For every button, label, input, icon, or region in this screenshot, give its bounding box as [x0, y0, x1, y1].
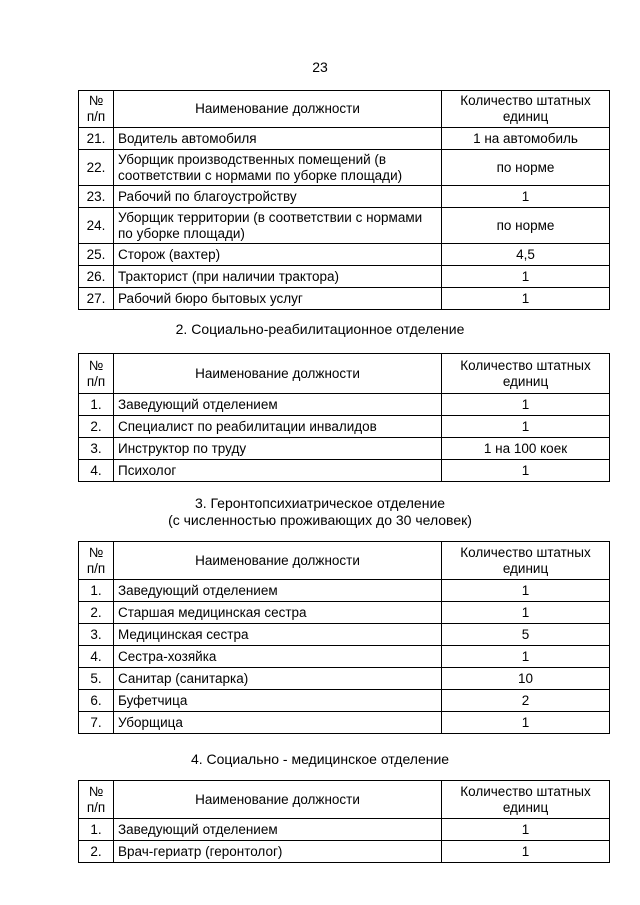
table-row — [79, 128, 610, 150]
row-name: Санитар (санитарка) — [114, 668, 442, 690]
row-name: Тракторист (при наличии трактора) — [114, 266, 442, 288]
row-name: Инструктор по труду — [114, 438, 442, 460]
row-qty: 1 — [442, 460, 610, 482]
table-row — [79, 819, 610, 841]
row-num: 4. — [79, 646, 114, 668]
header-qty: Количество штатных единиц — [442, 354, 610, 394]
row-name: Заведующий отделением — [114, 580, 442, 602]
row-name: Водитель автомобиля — [114, 128, 442, 150]
row-num: 25. — [79, 244, 114, 266]
header-name: Наименование должности — [114, 354, 442, 394]
row-qty: 1 — [442, 602, 610, 624]
staff-table-section-2 — [78, 353, 610, 482]
row-num: 23. — [79, 186, 114, 208]
table-header-row — [79, 91, 610, 128]
row-qty: по норме — [442, 150, 610, 186]
table-row — [79, 208, 610, 244]
row-qty: 4,5 — [442, 244, 610, 266]
header-num: № п/п — [79, 781, 114, 819]
table-row — [79, 288, 610, 310]
row-qty: 1 — [442, 841, 610, 863]
row-qty: 1 — [442, 266, 610, 288]
table-row — [79, 602, 610, 624]
table-row — [79, 244, 610, 266]
header-num: № п/п — [79, 542, 114, 580]
row-name: Сестра-хозяйка — [114, 646, 442, 668]
row-name: Врач-гериатр (геронтолог) — [114, 841, 442, 863]
header-name: Наименование должности — [114, 91, 442, 128]
table-header-row — [79, 354, 610, 394]
row-name: Уборщица — [114, 712, 442, 734]
row-name: Сторож (вахтер) — [114, 244, 442, 266]
row-num: 27. — [79, 288, 114, 310]
row-name: Рабочий бюро бытовых услуг — [114, 288, 442, 310]
table-row — [79, 460, 610, 482]
row-name: Заведующий отделением — [114, 819, 442, 841]
row-name: Старшая медицинская сестра — [114, 602, 442, 624]
row-name: Рабочий по благоустройству — [114, 186, 442, 208]
table-row — [79, 668, 610, 690]
row-qty: 1 — [442, 394, 610, 416]
row-num: 1. — [79, 819, 114, 841]
table-row — [79, 186, 610, 208]
section-2-title: 2. Социально-реабилитационное отделение — [175, 321, 465, 337]
row-num: 21. — [79, 128, 114, 150]
staff-table-continuation — [78, 90, 610, 310]
row-qty: 1 — [442, 712, 610, 734]
table-row — [79, 712, 610, 734]
section-3-title: 3. Геронтопсихиатрическое отделение — [194, 495, 446, 511]
row-num: 24. — [79, 208, 114, 244]
table-row — [79, 624, 610, 646]
staff-table-section-3 — [78, 541, 610, 734]
row-num: 22. — [79, 150, 114, 186]
row-num: 1. — [79, 394, 114, 416]
header-qty: Количество штатных единиц — [442, 91, 610, 128]
row-name: Уборщик территории (в соответствии с нормами по уборке площади) — [114, 208, 442, 244]
page-number: 23 — [312, 59, 328, 75]
row-num: 5. — [79, 668, 114, 690]
header-num: № п/п — [79, 354, 114, 394]
table-header-row — [79, 781, 610, 819]
table-row — [79, 690, 610, 712]
row-qty: 10 — [442, 668, 610, 690]
header-name: Наименование должности — [114, 781, 442, 819]
row-qty: 1 — [442, 819, 610, 841]
row-name: Буфетчица — [114, 690, 442, 712]
table-row — [79, 150, 610, 186]
row-num: 6. — [79, 690, 114, 712]
row-num: 2. — [79, 602, 114, 624]
row-name: Заведующий отделением — [114, 394, 442, 416]
row-qty: 1 — [442, 288, 610, 310]
table-row — [79, 394, 610, 416]
table-header-row — [79, 542, 610, 580]
row-num: 4. — [79, 460, 114, 482]
row-qty: 1 на 100 коек — [442, 438, 610, 460]
row-qty: 1 — [442, 646, 610, 668]
row-num: 3. — [79, 624, 114, 646]
row-qty: 1 — [442, 416, 610, 438]
section-3-subtitle: (с численностью проживающих до 30 человек) — [168, 512, 472, 528]
row-qty: по норме — [442, 208, 610, 244]
header-name: Наименование должности — [114, 542, 442, 580]
row-num: 7. — [79, 712, 114, 734]
row-qty: 1 на автомобиль — [442, 128, 610, 150]
table-row — [79, 580, 610, 602]
row-qty: 1 — [442, 580, 610, 602]
table-row — [79, 438, 610, 460]
row-qty: 2 — [442, 690, 610, 712]
row-name: Специалист по реабилитации инвалидов — [114, 416, 442, 438]
header-num: № п/п — [79, 91, 114, 128]
row-name: Психолог — [114, 460, 442, 482]
row-qty: 1 — [442, 186, 610, 208]
row-num: 2. — [79, 841, 114, 863]
table-row — [79, 266, 610, 288]
table-row — [79, 646, 610, 668]
table-row — [79, 416, 610, 438]
table-row — [79, 841, 610, 863]
row-name: Медицинская сестра — [114, 624, 442, 646]
staff-table-section-4 — [78, 780, 610, 863]
row-num: 3. — [79, 438, 114, 460]
row-num: 1. — [79, 580, 114, 602]
section-4-title: 4. Социально - медицинское отделение — [190, 751, 450, 767]
header-qty: Количество штатных единиц — [442, 542, 610, 580]
row-name: Уборщик производственных помещений (в соответствии с нормами по уборке площади) — [114, 150, 442, 186]
row-qty: 5 — [442, 624, 610, 646]
row-num: 2. — [79, 416, 114, 438]
row-num: 26. — [79, 266, 114, 288]
header-qty: Количество штатных единиц — [442, 781, 610, 819]
